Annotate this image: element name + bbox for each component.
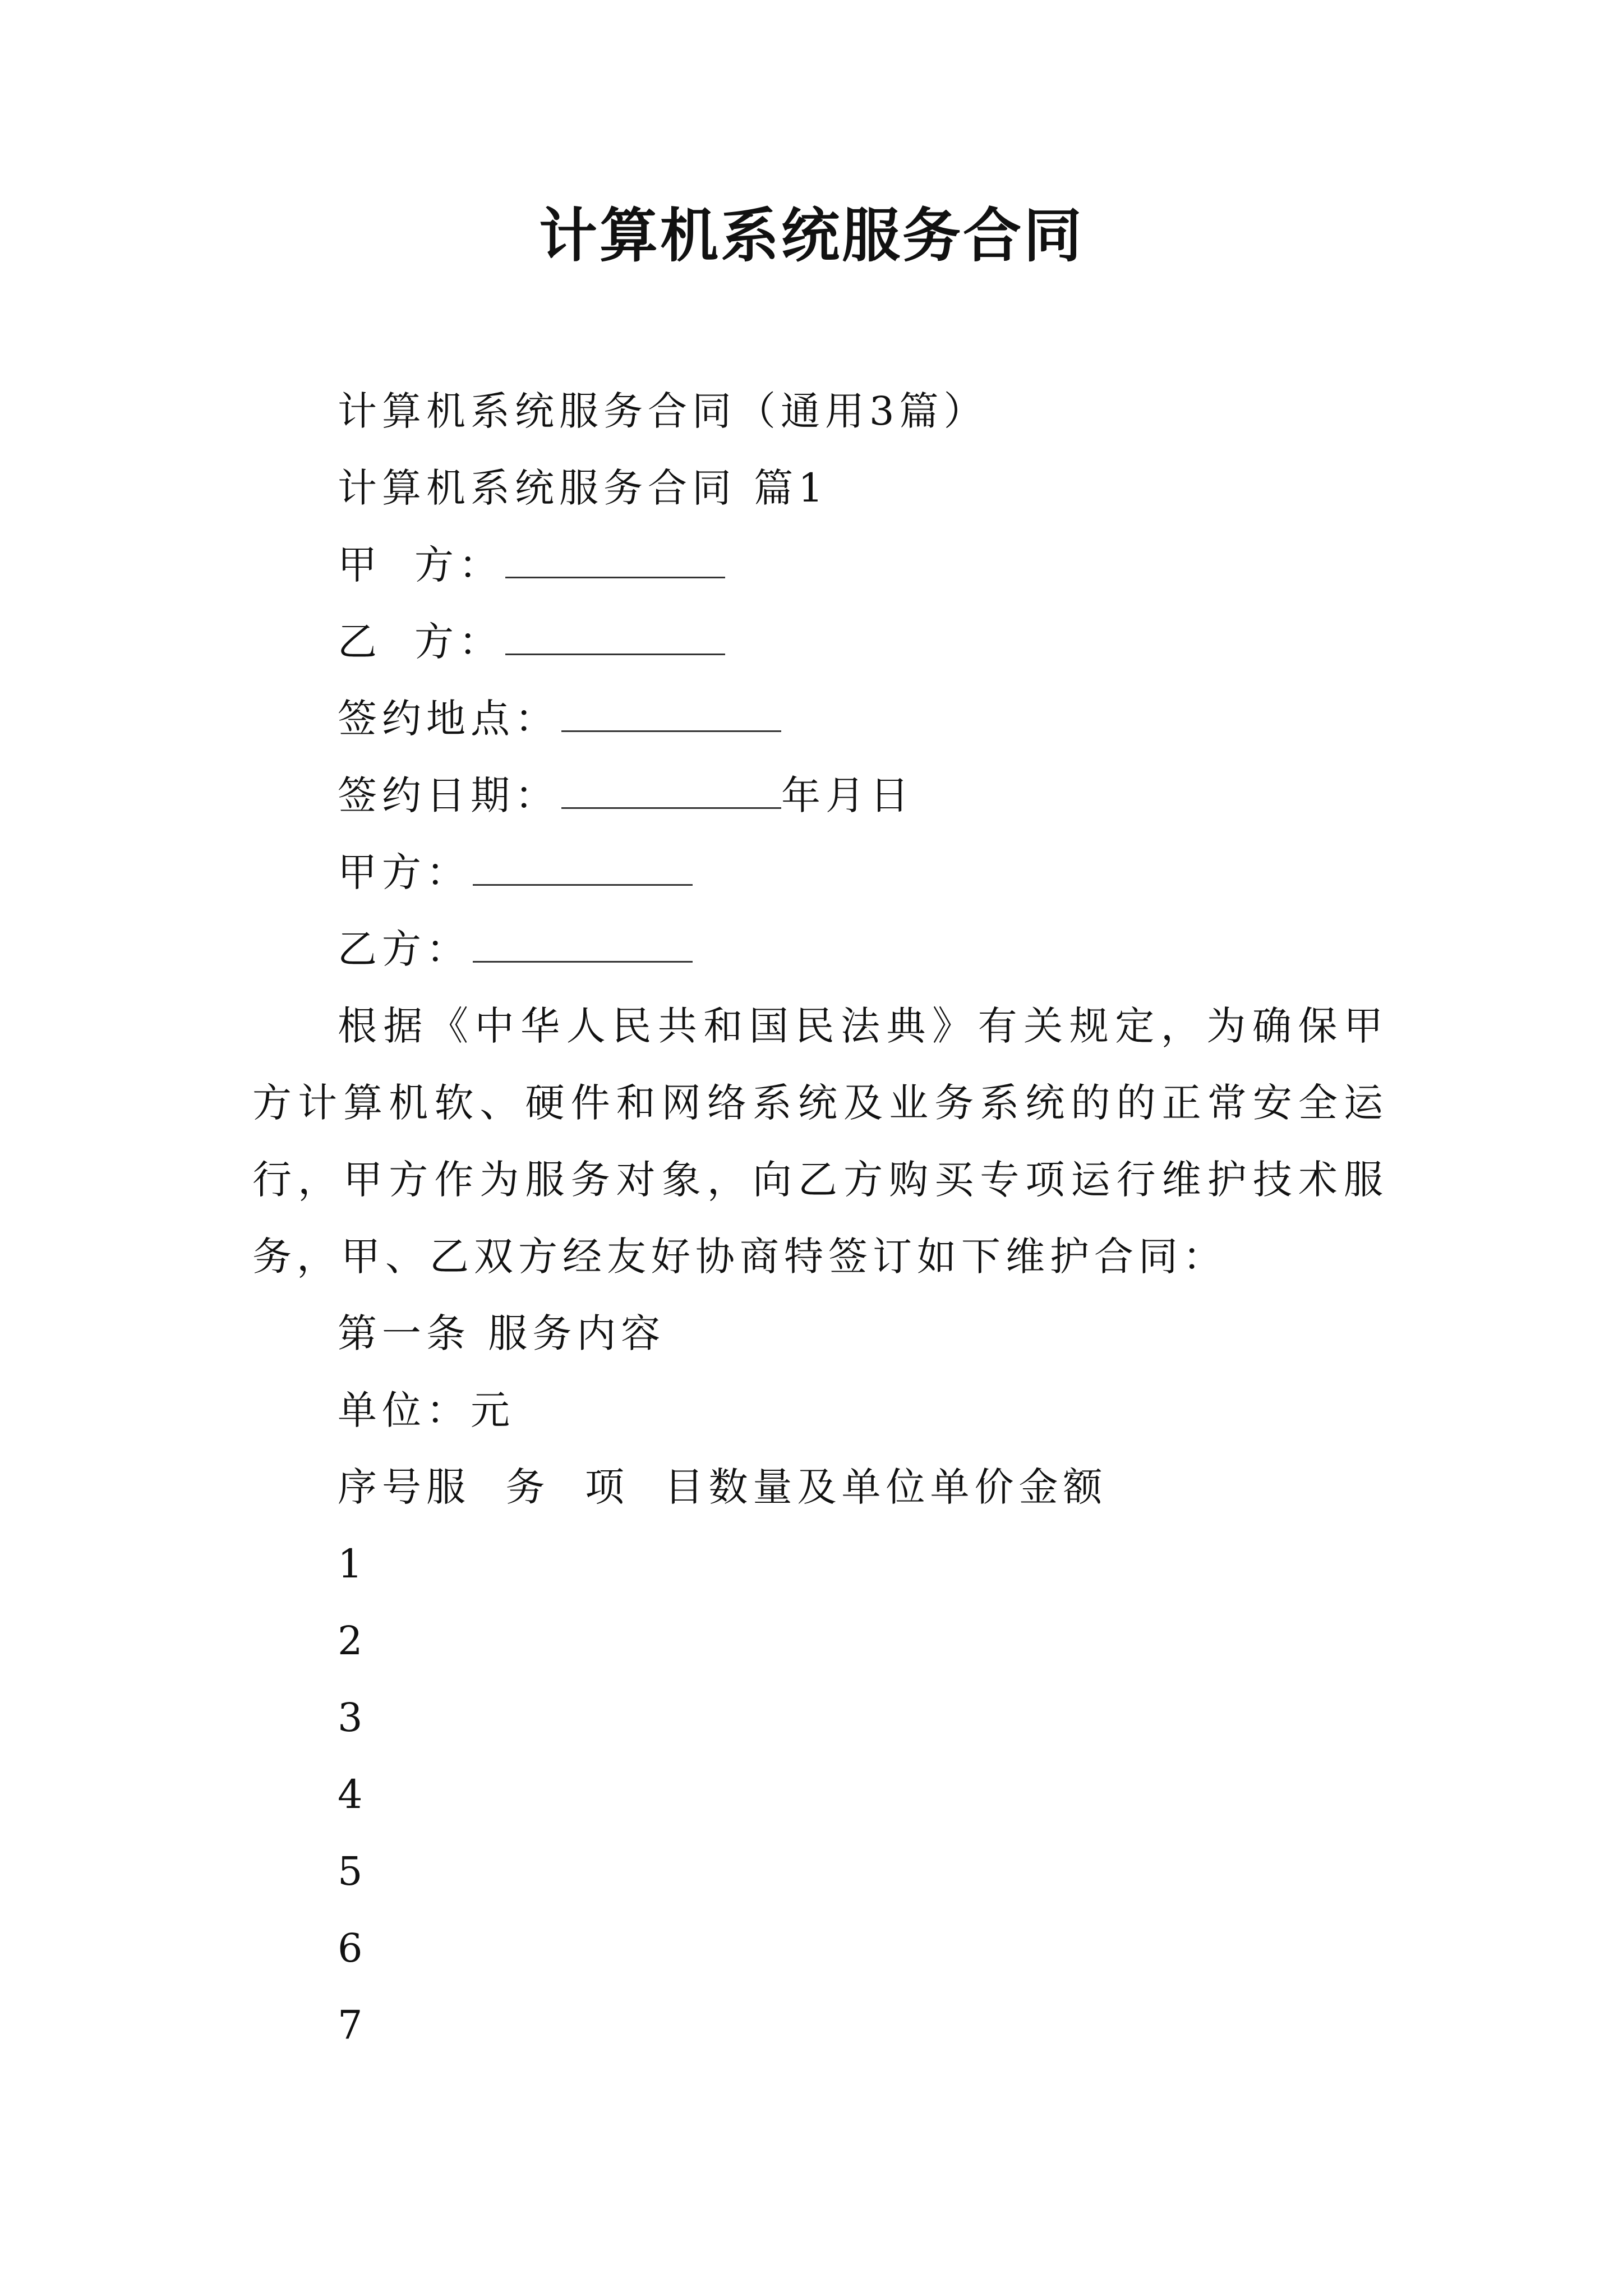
row-number: 6 (338, 1925, 368, 1971)
article1-heading: 第一条 服务内容 (338, 1310, 666, 1356)
party-a-char1: 甲 (338, 542, 382, 588)
party-b-field (252, 604, 1388, 680)
document-body (252, 373, 1388, 2064)
unit-line: 单位：元 (338, 1387, 515, 1433)
party-b-label: 乙方： (338, 926, 471, 972)
sign-place-blank (561, 727, 781, 732)
row-number: 1 (338, 1541, 368, 1587)
row-number: 2 (338, 1618, 368, 1664)
party-b-sign-field (252, 911, 1388, 988)
party-a-sign-blank (473, 881, 693, 886)
sign-place-label: 签约地点： (338, 696, 559, 742)
party-b-sign-blank (473, 958, 693, 963)
row-number: 3 (338, 1695, 368, 1741)
party-a-sign-field (252, 834, 1388, 911)
document-subtitle: 计算机系统服务合同（通用3篇） (338, 388, 988, 434)
party-a-blank (505, 573, 725, 578)
party-a-field (252, 527, 1388, 604)
row-number: 7 (338, 2002, 368, 2048)
row-number: 4 (338, 1772, 368, 1818)
sign-place-field (252, 680, 1388, 757)
party-b-char1: 乙 (338, 619, 382, 665)
row-number: 5 (338, 1848, 368, 1894)
sign-date-field (252, 757, 1388, 834)
sign-date-suffix: 年月日 (781, 772, 914, 818)
party-b-blank (505, 650, 725, 655)
sign-date-label: 签约日期： (338, 772, 559, 818)
intro-paragraph: 根据《中华人民共和国民法典》有关规定，为确保甲方计算机软、硬件和网络系统及业务系统的的正常安全运行，甲方作为服务对象，向乙方购买专项运行维护技术服务，甲、乙双方经友好协商特签订如下维护合同： (252, 1003, 1388, 1280)
party-b-char2: 方： (414, 619, 503, 665)
section-heading: 计算机系统服务合同 篇1 (338, 465, 828, 511)
table-header: 序号服 务 项 目数量及单位单价金额 (338, 1464, 1108, 1510)
party-a-char2: 方： (414, 542, 503, 588)
party-a-label: 甲方： (338, 849, 471, 895)
sign-date-blank (561, 804, 781, 809)
document-title: 计算机系统服务合同 (538, 201, 1084, 270)
